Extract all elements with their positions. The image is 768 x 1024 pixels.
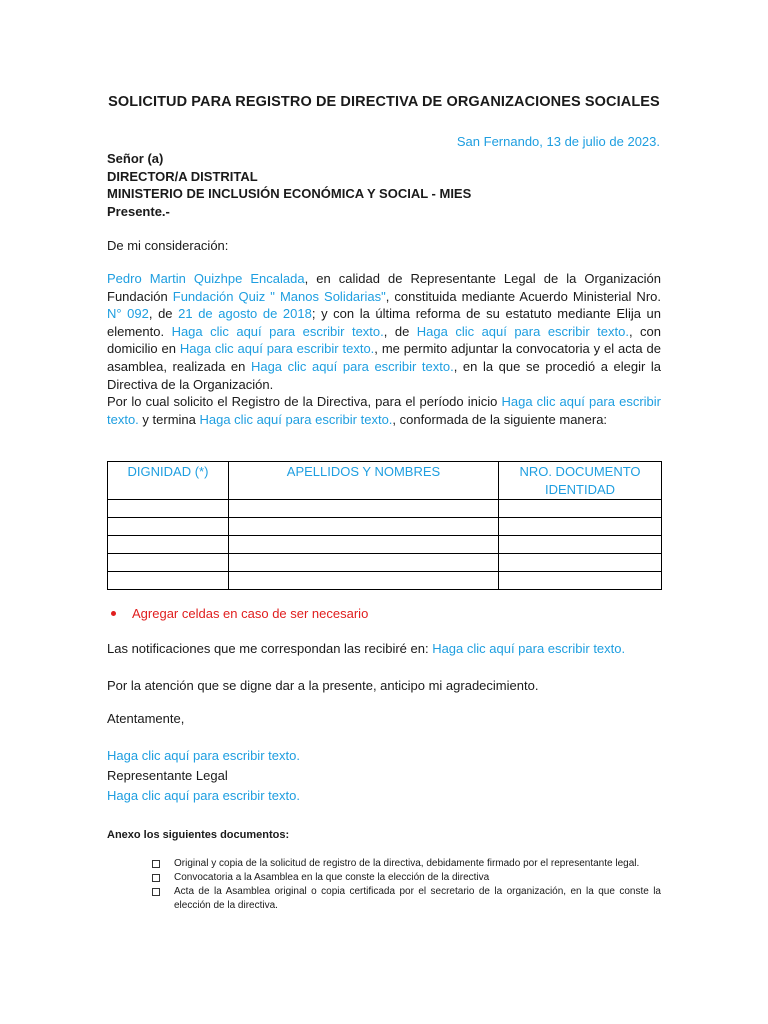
table-cell[interactable] xyxy=(108,554,229,572)
document-title: SOLICITUD PARA REGISTRO DE DIRECTIVA DE ORGANIZACIONES SOCIALES xyxy=(108,94,660,110)
list-item xyxy=(152,857,661,871)
column-header-names: APELLIDOS Y NOMBRES xyxy=(229,462,499,500)
date-field[interactable]: San Fernando, 13 de julio de 2023. xyxy=(456,134,660,149)
period-end-field[interactable]: Haga clic aquí para escribir texto. xyxy=(199,411,393,427)
greeting: De mi consideración: xyxy=(107,238,229,253)
signature-id-field[interactable]: Haga clic aquí para escribir texto. xyxy=(107,788,300,803)
addressee-line: MINISTERIO DE INCLUSIÓN ECONÓMICA Y SOCIAL - MIES xyxy=(107,186,472,201)
table-cell[interactable] xyxy=(229,536,499,554)
representative-name-field[interactable]: Pedro Martin Quizhpe Encalada xyxy=(107,271,305,286)
addressee-block xyxy=(107,150,471,220)
table-header-row xyxy=(108,462,662,500)
addressee-line: DIRECTOR/A DISTRITAL xyxy=(107,168,258,184)
annex-item-text: Convocatoria a la Asamblea en la que conste la elección de la directiva xyxy=(174,872,490,883)
paragraph-text: , me permito adjuntar la convocatoria y el acta de asamblea, realizada en xyxy=(107,341,661,374)
table-cell[interactable] xyxy=(108,572,229,590)
table-cell[interactable] xyxy=(229,500,499,518)
table-cell[interactable] xyxy=(499,536,662,554)
agreement-date-field[interactable]: 21 de agosto de 2018 xyxy=(178,306,312,322)
notifications-address-field[interactable]: Haga clic aquí para escribir texto. xyxy=(432,641,626,656)
table-cell[interactable] xyxy=(499,554,662,572)
table-cell[interactable] xyxy=(499,518,662,536)
paragraph-text: , con domicilio en xyxy=(107,323,662,357)
annex-title: Anexo los siguientes documentos: xyxy=(107,829,290,841)
signature-role: Representante Legal xyxy=(107,768,228,783)
signature-name-field[interactable]: Haga clic aquí para escribir texto. xyxy=(107,748,300,763)
notifications-text: Las notificaciones que me correspondan las recibiré en: xyxy=(107,641,433,656)
table-cell[interactable] xyxy=(108,536,229,554)
assembly-date-field[interactable]: Haga clic aquí para escribir texto. xyxy=(250,358,454,374)
closing-line: Atentamente, xyxy=(107,711,185,726)
addressee-line: Presente.- xyxy=(107,203,170,219)
paragraph-text: Por lo cual solicito el Registro de la Directiva, para el período inicio xyxy=(107,394,502,409)
domicile-field[interactable]: Haga clic aquí para escribir texto. xyxy=(179,341,375,357)
column-header-dignity: DIGNIDAD (*) xyxy=(108,462,229,500)
table-cell[interactable] xyxy=(229,572,499,590)
addressee-line: Señor (a) xyxy=(107,151,164,166)
checkbox-icon[interactable] xyxy=(152,874,160,882)
add-cells-note-text: Agregar celdas en caso de ser necesario xyxy=(132,606,369,621)
table-cell[interactable] xyxy=(108,518,229,536)
annex-item-text: Original y copia de la solicitud de registro de la directiva, debidamente firmado por el representante legal. xyxy=(174,858,640,869)
paragraph-text: , de xyxy=(148,306,179,322)
paragraph-text: , de xyxy=(383,323,417,339)
table-cell[interactable] xyxy=(499,500,662,518)
column-header-id: NRO. DOCUMENTO IDENTIDAD xyxy=(499,462,662,500)
period-start-field[interactable]: Haga clic aquí para escribir texto. xyxy=(107,394,661,427)
paragraph-text: , conformada de la siguiente manera: xyxy=(392,411,608,427)
table-row xyxy=(108,518,662,536)
add-cells-note xyxy=(132,605,368,623)
notifications-line xyxy=(107,640,625,658)
annex-item-text: Acta de la Asamblea original o copia certificada por el secretario de la organización, en la que conste la elección de la directiva. xyxy=(174,886,661,911)
placeholder-field[interactable]: Haga clic aquí para escribir texto. xyxy=(171,323,384,339)
thanks-line: Por la atención que se digne dar a la presente, anticipo mi agradecimiento. xyxy=(107,678,539,693)
table-cell[interactable] xyxy=(229,554,499,572)
list-item xyxy=(152,871,661,885)
checkbox-icon[interactable] xyxy=(152,888,160,896)
table-row xyxy=(108,500,662,518)
list-item xyxy=(152,885,661,913)
placeholder-field[interactable]: Haga clic aquí para escribir texto. xyxy=(416,323,629,339)
checkbox-icon[interactable] xyxy=(152,860,160,868)
table-row xyxy=(108,536,662,554)
agreement-number-field[interactable]: N° 092 xyxy=(107,306,149,322)
paragraph-text: y termina xyxy=(138,411,200,427)
paragraph-request xyxy=(107,270,661,393)
paragraph-text: , constituida mediante Acuerdo Ministerial Nro. xyxy=(385,288,661,304)
table-row xyxy=(108,572,662,590)
table-cell[interactable] xyxy=(108,500,229,518)
paragraph-text: , en la que se procedió a elegir la Directiva de la Organización. xyxy=(107,358,662,392)
organization-name-field[interactable]: Fundación Quiz " Manos Solidarias" xyxy=(172,288,386,304)
directive-table xyxy=(107,461,662,590)
table-cell[interactable] xyxy=(229,518,499,536)
table-row xyxy=(108,554,662,572)
table-cell[interactable] xyxy=(499,572,662,590)
paragraph-text: ; y con la última reforma de su estatuto mediante Elija un elemento. xyxy=(107,306,662,339)
paragraph-period xyxy=(107,393,661,428)
annex-list xyxy=(152,857,661,913)
paragraph-text: , en calidad de Representante Legal de la Organización Fundación xyxy=(107,271,661,304)
bullet-icon xyxy=(111,611,116,616)
